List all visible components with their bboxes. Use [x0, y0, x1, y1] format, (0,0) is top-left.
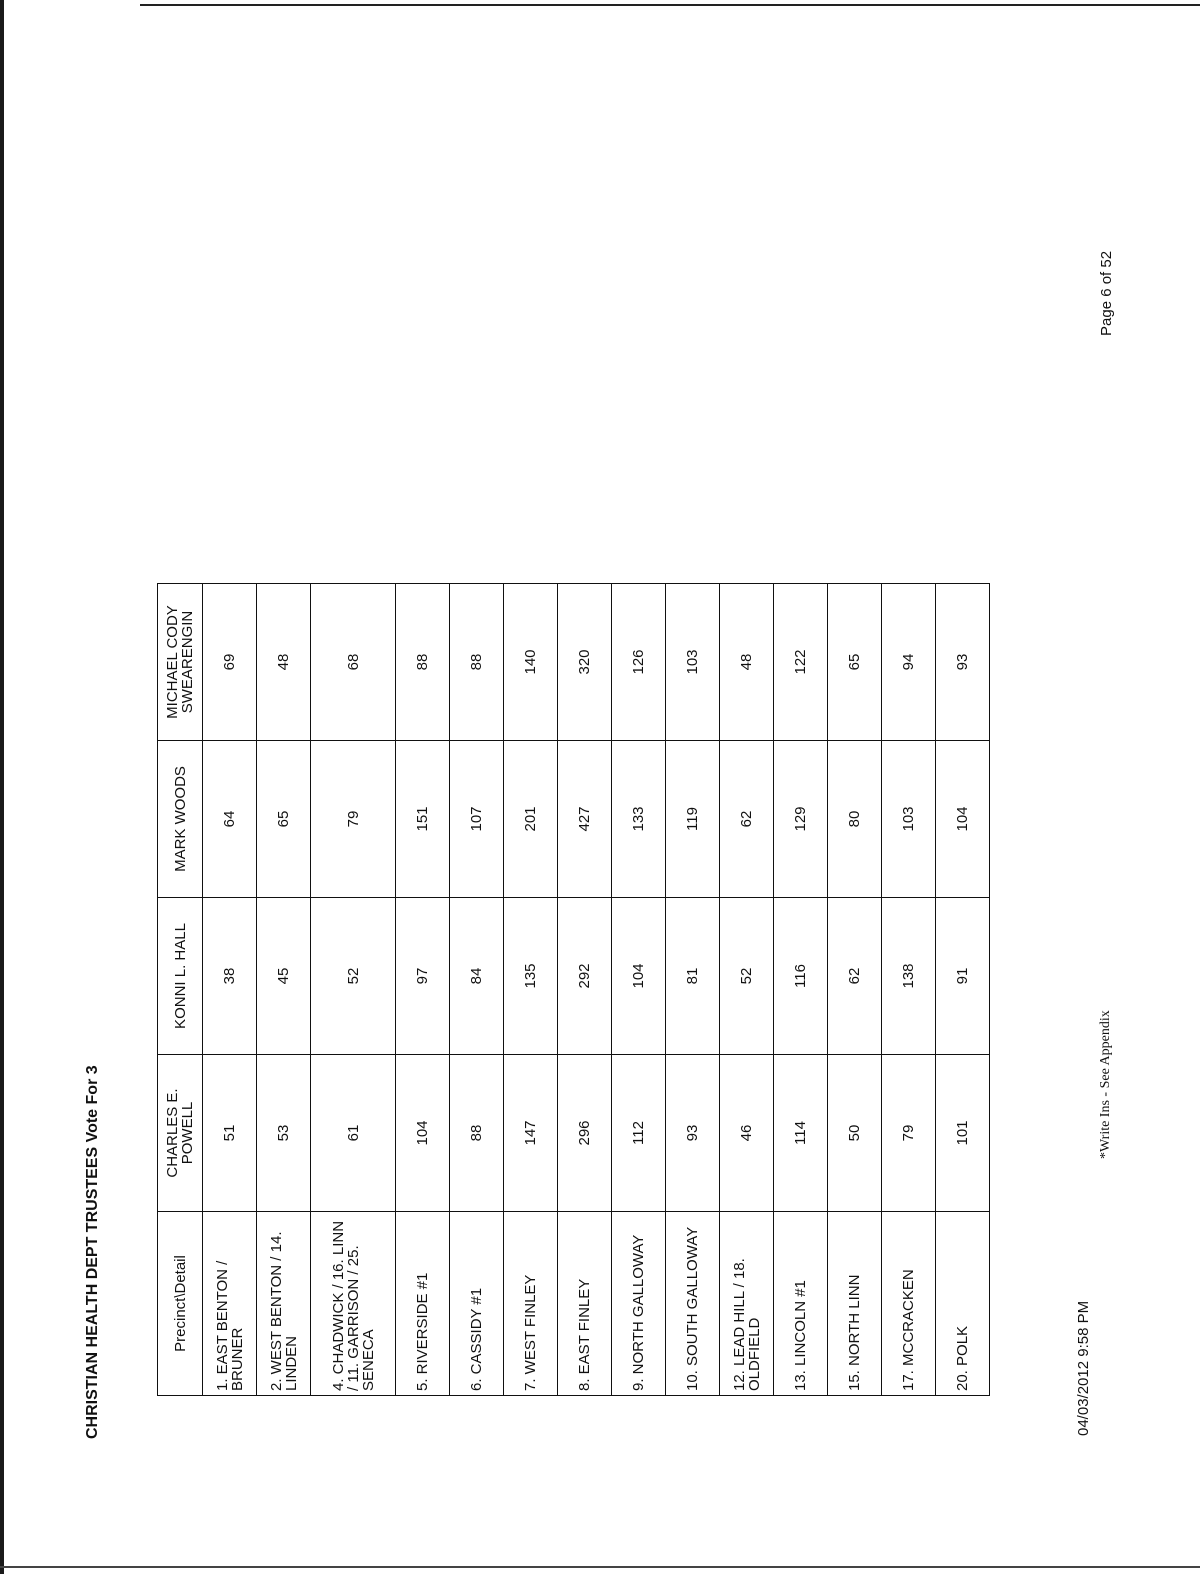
vote-cell: 65	[257, 741, 311, 898]
vote-cell: 151	[396, 741, 450, 898]
header-candidate-powell: CHARLES E. POWELL	[158, 1055, 203, 1212]
vote-cell: 69	[203, 584, 257, 741]
table-row	[396, 584, 450, 1396]
vote-cell: 48	[257, 584, 311, 741]
vote-cell: 107	[450, 741, 504, 898]
vote-cell: 46	[720, 1055, 774, 1212]
vote-cell: 64	[203, 741, 257, 898]
vote-cell: 140	[504, 584, 558, 741]
header-candidate-woods: MARK WOODS	[158, 741, 203, 898]
vote-cell: 112	[612, 1055, 666, 1212]
vote-cell: 320	[558, 584, 612, 741]
precinct-cell: 2. WEST BENTON / 14. LINDEN	[257, 1212, 311, 1396]
vote-cell: 80	[828, 741, 882, 898]
vote-cell: 50	[828, 1055, 882, 1212]
precinct-cell: 13. LINCOLN #1	[774, 1212, 828, 1396]
vote-cell: 296	[558, 1055, 612, 1212]
precinct-cell: 6. CASSIDY #1	[450, 1212, 504, 1396]
vote-cell: 116	[774, 898, 828, 1055]
vote-cell: 122	[774, 584, 828, 741]
vote-cell: 61	[311, 1055, 396, 1212]
table-row	[612, 584, 666, 1396]
vote-cell: 81	[666, 898, 720, 1055]
vote-cell: 103	[882, 741, 936, 898]
precinct-cell: 8. EAST FINLEY	[558, 1212, 612, 1396]
precinct-cell: 9. NORTH GALLOWAY	[612, 1212, 666, 1396]
vote-cell: 79	[882, 1055, 936, 1212]
vote-cell: 91	[936, 898, 990, 1055]
vote-cell: 104	[396, 1055, 450, 1212]
vote-cell: 114	[774, 1055, 828, 1212]
vote-cell: 84	[450, 898, 504, 1055]
vote-cell: 88	[396, 584, 450, 741]
document-title: CHRISTIAN HEALTH DEPT TRUSTEES Vote For 3	[84, 1065, 101, 1439]
vote-cell: 94	[882, 584, 936, 741]
write-ins-note: *Write Ins - See Appendix	[1098, 1010, 1113, 1159]
vote-cell: 45	[257, 898, 311, 1055]
vote-cell: 103	[666, 584, 720, 741]
vote-cell: 51	[203, 1055, 257, 1212]
table-row	[203, 584, 257, 1396]
vote-cell: 93	[936, 584, 990, 741]
vote-cell: 65	[828, 584, 882, 741]
header-precinct: Precinct\Detail	[158, 1212, 203, 1396]
vote-cell: 48	[720, 584, 774, 741]
vote-cell: 138	[882, 898, 936, 1055]
precinct-cell: 17. MCCRACKEN	[882, 1212, 936, 1396]
vote-cell: 104	[936, 741, 990, 898]
precinct-cell: 1. EAST BENTON / BRUNER	[203, 1212, 257, 1396]
precinct-cell: 5. RIVERSIDE #1	[396, 1212, 450, 1396]
header-row	[158, 584, 203, 1396]
precinct-cell: 7. WEST FINLEY	[504, 1212, 558, 1396]
vote-cell: 97	[396, 898, 450, 1055]
vote-cell: 101	[936, 1055, 990, 1212]
table-row	[558, 584, 612, 1396]
table-row	[311, 584, 396, 1396]
vote-cell: 68	[311, 584, 396, 741]
vote-cell: 79	[311, 741, 396, 898]
precinct-cell: 15. NORTH LINN	[828, 1212, 882, 1396]
precinct-cell: 12. LEAD HILL / 18. OLDFIELD	[720, 1212, 774, 1396]
vote-cell: 292	[558, 898, 612, 1055]
table-row	[450, 584, 504, 1396]
vote-cell: 135	[504, 898, 558, 1055]
vote-cell: 104	[612, 898, 666, 1055]
table-row	[504, 584, 558, 1396]
results-table	[157, 583, 990, 1396]
vote-cell: 93	[666, 1055, 720, 1212]
table-row	[257, 584, 311, 1396]
header-candidate-swearengin: MICHAEL CODY SWEARENGIN	[158, 584, 203, 741]
vote-cell: 133	[612, 741, 666, 898]
vote-cell: 147	[504, 1055, 558, 1212]
table-row	[720, 584, 774, 1396]
table-row	[828, 584, 882, 1396]
table-row	[882, 584, 936, 1396]
report-timestamp: 04/03/2012 9:58 PM	[1075, 1300, 1092, 1436]
vote-cell: 129	[774, 741, 828, 898]
table-row	[666, 584, 720, 1396]
vote-cell: 52	[311, 898, 396, 1055]
vote-cell: 201	[504, 741, 558, 898]
precinct-cell: 20. POLK	[936, 1212, 990, 1396]
vote-cell: 38	[203, 898, 257, 1055]
vote-cell: 126	[612, 584, 666, 741]
table-row	[774, 584, 828, 1396]
vote-cell: 427	[558, 741, 612, 898]
precinct-cell: 10. SOUTH GALLOWAY	[666, 1212, 720, 1396]
precinct-cell: 4. CHADWICK / 16. LINN / 11. GARRISON / 25. SENECA	[311, 1212, 396, 1396]
vote-cell: 62	[720, 741, 774, 898]
page-number: Page 6 of 52	[1098, 250, 1115, 336]
header-candidate-hall: KONNI L. HALL	[158, 898, 203, 1055]
vote-cell: 119	[666, 741, 720, 898]
vote-cell: 62	[828, 898, 882, 1055]
vote-cell: 88	[450, 1055, 504, 1212]
vote-cell: 88	[450, 584, 504, 741]
table-row	[936, 584, 990, 1396]
vote-cell: 53	[257, 1055, 311, 1212]
vote-cell: 52	[720, 898, 774, 1055]
